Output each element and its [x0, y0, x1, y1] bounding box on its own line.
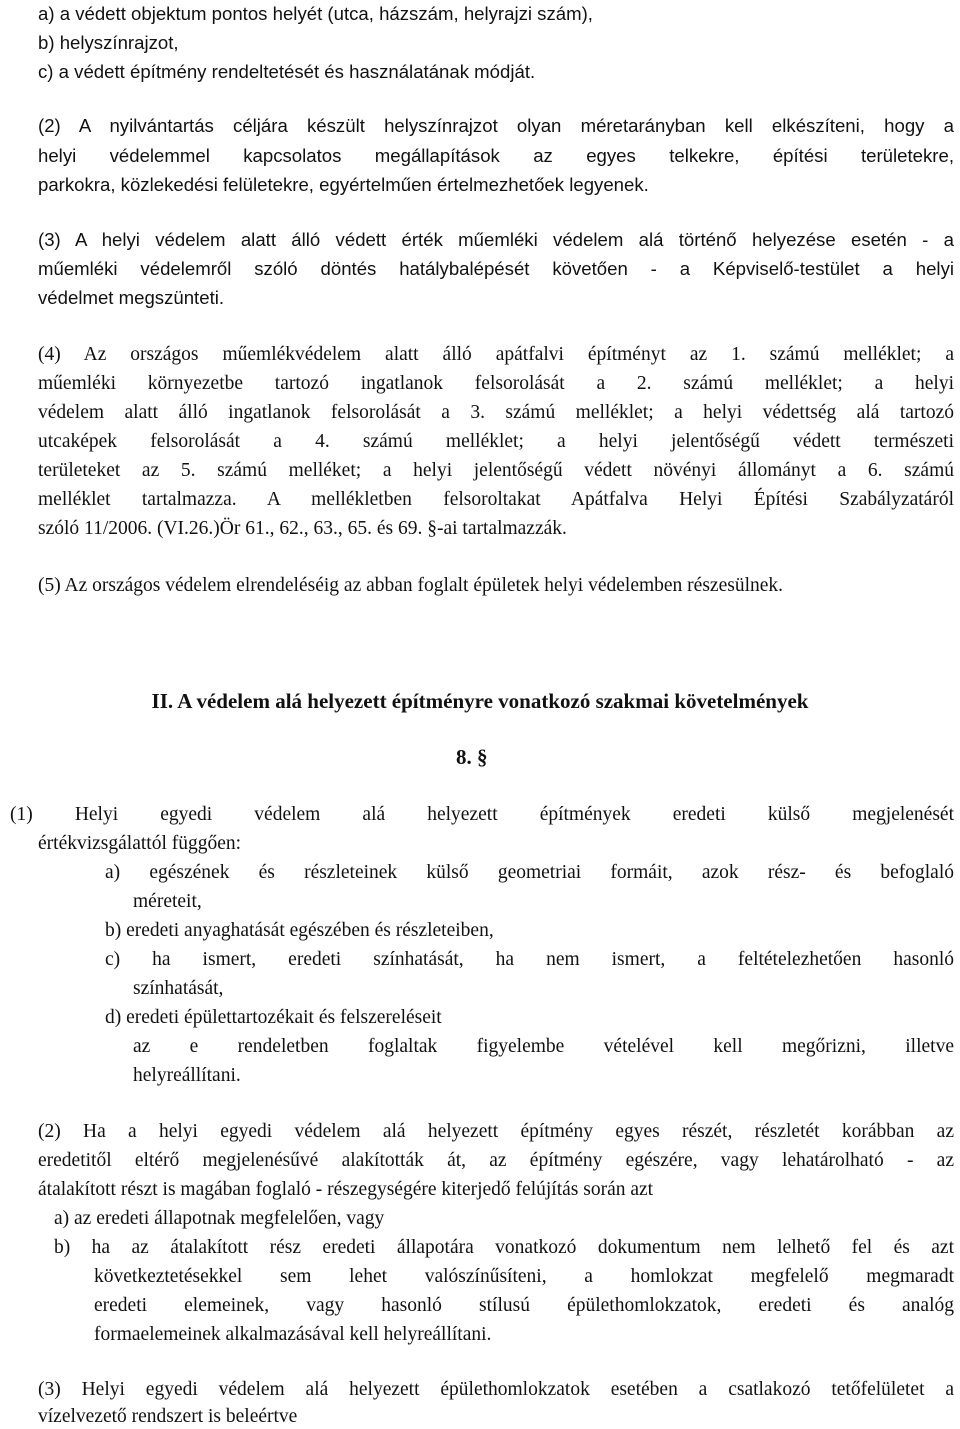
section8-paragraph-2-line-3: átalakított részt is magában foglaló - részegységére kiterjedő felújítás során azt [38, 1179, 654, 1200]
list-item-c: c) a védett építmény rendeltetését és használatának módját. [38, 61, 536, 82]
paragraph-3-line-1: (3) A helyi védelem alatt álló védett érték műemléki védelem alá történő helyezése esetén - a [38, 229, 954, 250]
paragraph-3-line-2: műemléki védelemről szóló döntés hatálybalépését követően - a Képviselő-testület a helyi [38, 258, 954, 279]
section8-paragraph-3-line-2: vízelvezető rendszert is beleértve [38, 1406, 298, 1427]
paragraph-2-line-2: helyi védelemmel kapcsolatos megállapítások az egyes telkekre, építési területekre, [38, 145, 954, 166]
paragraph-4-line-2: műemléki környezetbe tartozó ingatlanok felsorolását a 2. számú melléklet; a helyi [38, 373, 954, 394]
section8-list2-item-a: a) az eredeti állapotnak megfelelően, vagy [54, 1208, 385, 1229]
section8-list2-item-b-line-3: eredeti elemeinek, vagy hasonló stílusú épülethomlokzatok, eredeti és analóg [94, 1295, 954, 1316]
list-item-b: b) helyszínrajzot, [38, 32, 179, 53]
paragraph-4-line-7: szóló 11/2006. (VI.26.)Ör 61., 62., 63., 65. és 69. §-ai tartalmazzák. [38, 518, 567, 539]
section8-list2-item-b-line-2: következtetésekkel sem lehet valószínűsíteni, a homlokzat megfelelő megmaradt [94, 1266, 954, 1287]
paragraph-3-line-3: védelmet megszünteti. [38, 287, 225, 308]
paragraph-4-line-4: utcaképek felsorolását a 4. számú melléklet; a helyi jelentőségű védett természeti [38, 431, 954, 452]
chapter-heading: II. A védelem alá helyezett építményre vonatkozó szakmai követelmények [151, 689, 809, 713]
section8-list1-item-a: a) egészének és részleteinek külső geometriai formáit, azok rész- és befoglaló [105, 862, 954, 883]
paragraph-4-line-6: melléklet tartalmazza. A mellékletben felsoroltakat Apátfalva Helyi Építési Szabályzatáról [38, 489, 954, 510]
paragraph-4-line-1: (4) Az országos műemlékvédelem alatt álló apátfalvi építményt az 1. számú melléklet; a [38, 344, 954, 365]
paragraph-4-line-3: védelem alatt álló ingatlanok felsorolását a 3. számú melléklet; a helyi védettség alá tartozó [38, 402, 954, 423]
paragraph-2-line-1: (2) A nyilvántartás céljára készült helyszínrajzot olyan méretarányban kell elkészíteni, hogy a [38, 115, 954, 136]
section8-list1-item-a-cont: méreteit, [133, 891, 202, 912]
section8-paragraph-2-line-1: (2) Ha a helyi egyedi védelem alá helyezett építmény egyes részét, részletét korábban az [38, 1121, 954, 1142]
section8-paragraph-3-line-1: (3) Helyi egyedi védelem alá helyezett épülethomlokzatok esetében a csatlakozó tetőfelületet a [38, 1379, 954, 1400]
section8-list1-item-d: d) eredeti épülettartozékait és felszereléseit [105, 1007, 442, 1028]
section8-list2-item-b-line-1: b) ha az átalakított rész eredeti állapotára vonatkozó dokumentum nem lelhető fel és azt [54, 1237, 954, 1258]
section8-paragraph-1-line-2: értékvizsgálattól függően: [38, 833, 242, 854]
paragraph-2-line-3: parkokra, közlekedési felületekre, egyértelműen értelmezhetőek legyenek. [38, 174, 649, 195]
paragraph-4-line-5: területeket az 5. számú melléket; a helyi jelentőségű védett növényi állományt a 6. számú [38, 460, 954, 481]
section8-list1-closing-line-2: helyreállítani. [133, 1065, 241, 1086]
section8-list1-item-c-cont: színhatását, [133, 978, 224, 999]
section8-paragraph-2-line-2: eredetitől eltérő megjelenésűvé alakították át, az építmény egészére, vagy lehatárolható - az [38, 1150, 954, 1171]
section8-list2-item-b-line-4: formaelemeinek alkalmazásával kell helyreállítani. [94, 1324, 492, 1345]
section8-list1-closing-line-1: az e rendeletben foglaltak figyelembe vételével kell megőrizni, illetve [133, 1036, 954, 1057]
section8-list1-item-c: c) ha ismert, eredeti színhatását, ha nem ismert, a feltételezhetően hasonló [105, 949, 954, 970]
section8-list1-item-b: b) eredeti anyaghatását egészében és részleteiben, [105, 920, 494, 941]
list-item-a: a) a védett objektum pontos helyét (utca, házszám, helyrajzi szám), [38, 3, 593, 24]
section-number: 8. § [456, 745, 488, 769]
section8-paragraph-1-line-1: (1) Helyi egyedi védelem alá helyezett építmények eredeti külső megjelenését [10, 804, 954, 825]
paragraph-5: (5) Az országos védelem elrendeléséig az abban foglalt épületek helyi védelemben részesülnek. [38, 575, 784, 596]
